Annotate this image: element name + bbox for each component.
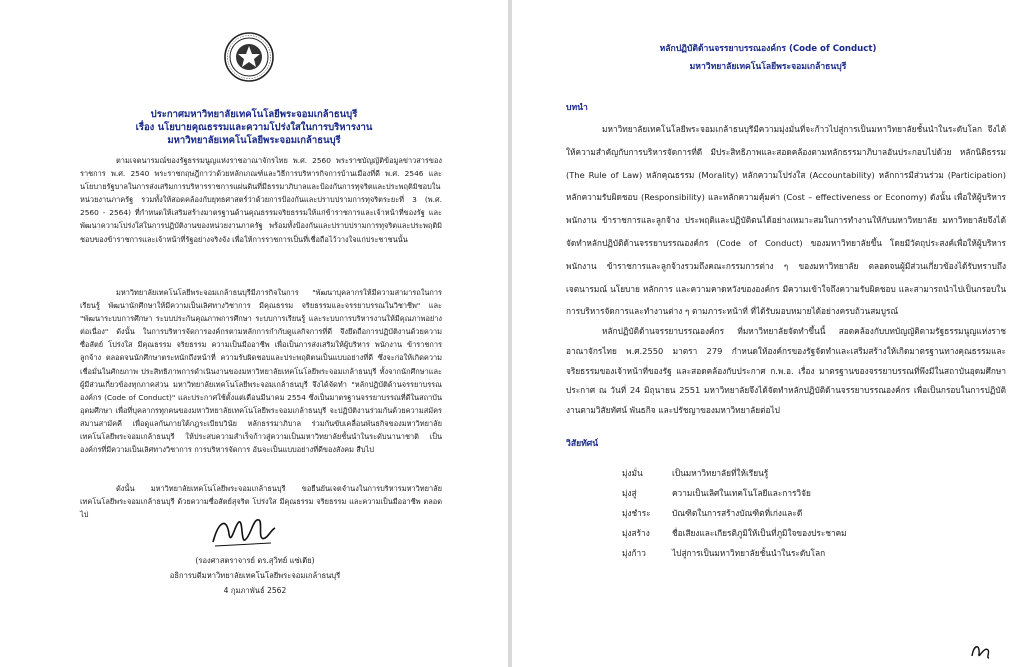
intro-paragraph: มหาวิทยาลัยเทคโนโลยีพระจอมเกล้าธนบุรีมีความมุ่งมั่นที่จะก้าวไปสู่การเป็นมหาวิทยาลัยชั้นนำในระดับโลก จึงได้ให้ความสำคัญกับการบริหารจัดการที่ดี มีประสิทธิภาพและสอดคล้องตามหลักธรรมาภิบาลอันประกอบไปด้วย หลักนิติธรรม (The Rule of Law) หลักคุณธรรม (Morality) หลักความโปร่งใส (Accountability) หลักการมีส่วนร่วม (Participation) หลักความรับผิดชอบ (Responsibility) และหลักความคุ้มค่า (Cost – effectiveness or Economy) ดังนั้น เพื่อให้ผู้บริหาร พนักงาน ข้าราชการและลูกจ้าง ประพฤติและปฏิบัติตนได้อย่างเหมาะสมในการทำงานให้กับมหาวิทยาลัย มหาวิทยาลัยจึงได้จัดทำหลักปฏิบัติด้านจรรยาบรรณองค์กร (Code of Conduct) ของมหาวิทยาลัยขึ้น โดยมีวัตถุประสงค์เพื่อให้ผู้บริหาร พนักงาน ข้าราชการและลูกจ้างรวมถึงคณะกรรมการต่าง ๆ ของมหาวิทยาลัย ตลอดจนผู้มีส่วนเกี่ยวข้องได้รับทราบถึงเจตนารมณ์ นโยบาย หลักการ และความคาดหวังขององค์กร มีความเข้าใจถึงความรับผิดชอบ และสามารถนำไปเป็นกรอบในการบริหารจัดการและทำงานต่าง ๆ ตามภาระหน้าที่ ที่ได้รับมอบหมายได้อย่างครบถ้วนสมบูรณ์ [566,124,1006,317]
vision-heading: วิสัยทัศน์ [566,439,599,449]
vision-value: ความเป็นเลิศในเทคโนโลยีและการวิจัย [672,488,811,498]
vision-key: มุ่งสร้าง [622,528,650,538]
signer-position: อธิการบดีมหาวิทยาลัยเทคโนโลยีพระจอมเกล้าธนบุรี [169,571,341,580]
announcement-title-line-2: เรื่อง นโยบายคุณธรรมและความโปร่งใสในการบริหารงาน [135,122,373,133]
university-seal-icon [224,32,274,82]
vision-value: ไปสู่การเป็นมหาวิทยาลัยชั้นนำในระดับโลก [672,548,826,558]
vision-item [512,546,1024,566]
vision-item [512,466,1024,486]
vision-item [512,526,1024,546]
vision-key: มุ่งชำระ [622,508,651,518]
announcement-paragraph-2: มหาวิทยาลัยเทคโนโลยีพระจอมเกล้าธนบุรีมีภารกิจในการ "พัฒนาบุคลากรให้มีความสามารถในการเรียนรู้ พัฒนานักศึกษาให้มีความเป็นเลิศทางวิชาการ มีคุณธรรม จริยธรรมและจรรยาบรรณในวิชาชีพ" และ "พัฒนาระบบการศึกษา ระบบประกันคุณภาพการศึกษา ระบบการเรียนรู้ และระบบการบริหารงานให้มีคุณภาพอย่างต่อเนื่อง" ดังนั้น ในการบริหารจัดการองค์กรตามหลักการกำกับดูแลกิจการที่ดี จึงยึดถือการปฏิบัติงานด้วยความซื่อสัตย์ โปร่งใส มีคุณธรรม จริยธรรม ความเป็นมืออาชีพ เพื่อเป็นการส่งเสริมให้ผู้บริหาร พนักงาน ข้าราชการ ลูกจ้าง ตลอดจนนักศึกษาตระหนักถึงหน้าที่ ความรับผิดชอบและประพฤติตนเป็นแบบอย่างที่ดี ซึ่งจะก่อให้เกิดความเชื่อมั่นในศักยภาพ ประสิทธิภาพการดำเนินงานของมหาวิทยาลัยเทคโนโลยีพระจอมเกล้าธนบุรี ทั้งจากนักศึกษาและผู้มีส่วนเกี่ยวข้องทุกภาคส่วน มหาวิทยาลัยเทคโนโลยีพระจอมเกล้าธนบุรี จึงได้จัดทำ "หลักปฏิบัติด้านจรรยาบรรณองค์กร (Code of Conduct)" และประกาศใช้ตั้งแต่เดือนมีนาคม 2554 ซึ่งเป็นมาตรฐานจรรยาบรรณที่ดีในสถาบันอุดมศึกษา เพื่อที่บุคลากรทุกคนของมหาวิทยาลัยเทคโนโลยีพระจอมเกล้าธนบุรี จะปฏิบัติงานร่วมกันด้วยความสมัครสมานสามัคคี เพื่อดูแลกันภายใต้กฎระเบียบวินัย หลักธรรมาภิบาล ร่วมกันขับเคลื่อนพันธกิจของมหาวิทยาลัยเทคโนโลยีพระจอมเกล้าธนบุรี ให้ประสบความสำเร็จก้าวสู่ความเป็นมหาวิทยาลัยชั้นนำในระดับนานาชาติ เป็นองค์กรที่มีความเป็นเลิศทางวิชาการ การบริหารจัดการ อันจะเป็นแบบอย่างที่ดีของสังคม สืบไป [80,288,442,455]
announcement-title-line-1: ประกาศมหาวิทยาลัยเทคโนโลยีพระจอมเกล้าธนบุรี [150,109,358,120]
vision-item [512,486,1024,506]
compliance-paragraph: หลักปฏิบัติด้านจรรยาบรรณองค์กร ที่มหาวิทยาลัยจัดทำขึ้นนี้ สอดคล้องกับบทบัญญัติตามรัฐธรรมนูญแห่งราชอาณาจักรไทย พ.ศ.2550 มาตรา 279 กำหนดให้องค์กรของรัฐจัดทำและเสริมสร้างให้เกิดมาตรฐานทางคุณธรรมและจริยธรรมของเจ้าหน้าที่ของรัฐ และสอดคล้องกับประกาศ ก.พ.อ. เรื่อง มาตรฐานของจรรยาบรรณที่พึงมีในสถาบันอุดมศึกษา ประกาศ ณ วันที่ 24 มิถุนายน 2551 มหาวิทยาลัยจึงได้จัดทำหลักปฏิบัติด้านจรรยาบรรณองค์กร เพื่อเป็นกรอบในการปฏิบัติงานตามวิสัยทัศน์ พันธกิจ และปรัชญาของมหาวิทยาลัยต่อไป [566,326,1006,416]
vision-key: มุ่งมั่น [622,468,643,478]
vision-key: มุ่งก้าว [622,548,646,558]
code-of-conduct-page [512,0,1024,667]
announcement-paragraph-3: ดังนั้น มหาวิทยาลัยเทคโนโลยีพระจอมเกล้าธนบุรี ขอยืนยันเจตจำนงในการบริหารมหาวิทยาลัยเทคโนโลยีพระจอมเกล้าธนบุรี ด้วยความซื่อสัตย์สุจริต โปร่งใส มีคุณธรรม จริยธรรม และความเป็นมืออาชีพ ตลอดไป [80,484,442,520]
vision-value: บัณฑิตในการสร้างบัณฑิตที่เก่งและดี [672,508,803,518]
signature-icon [205,512,280,552]
vision-item [512,506,1024,526]
intro-heading: บทนำ [566,103,588,113]
vision-key: มุ่งสู่ [622,488,637,498]
announcement-title-line-3: มหาวิทยาลัยเทคโนโลยีพระจอมเกล้าธนบุรี [167,135,341,146]
code-title-line-2: มหาวิทยาลัยเทคโนโลยีพระจอมเกล้าธนบุรี [689,62,847,72]
announcement-paragraph-1: ตามเจตนารมณ์ของรัฐธรรมนูญแห่งราชอาณาจักรไทย พ.ศ. 2560 พระราชบัญญัติข้อมูลข่าวสารของราชการ พ.ศ. 2540 พระราชกฤษฎีกาว่าด้วยหลักเกณฑ์และวิธีการบริหารกิจการบ้านเมืองที่ดี พ.ศ. 2546 และนโยบายรัฐบาลในการส่งเสริมการบริหารราชการแผ่นดินที่มีธรรมาภิบาลและป้องกันการทุจริตและประพฤติมิชอบในหน่วยงานภาครัฐ รวมทั้งให้สอดคล้องกับยุทธศาสตร์ว่าด้วยการป้องกันและปราบปรามการทุจริตระยะที่ 3 (พ.ศ. 2560 - 2564) ที่กำหนดให้เสริมสร้างมาตรฐานด้านคุณธรรมจริยธรรมให้แก่ข้าราชการและเจ้าหน้าที่ของรัฐ และพัฒนาความโปร่งใสในการปฏิบัติงานของหน่วยงานภาครัฐ พร้อมทั้งป้องกันและปราบปรามการทุจริตและประพฤติมิชอบของข้าราชการและเจ้าหน้าที่รัฐอย่างจริงจัง เพื่อให้การราชการเป็นที่เชื่อถือไว้วางใจแก่ประชาชนนั้น [80,156,442,244]
announcement-date: 4 กุมภาพันธ์ 2562 [223,586,287,595]
vision-value: เป็นมหาวิทยาลัยที่ให้เรียนรู้ [672,468,769,478]
code-title-line-1: หลักปฏิบัติด้านจรรยาบรรณองค์กร (Code of Conduct) [659,44,877,54]
announcement-page [0,0,508,667]
initial-mark-icon [968,640,992,662]
vision-value: ชื่อเสียงและเกียรติภูมิให้เป็นที่ภูมิใจของประชาคม [672,528,847,538]
signer-name: (รองศาสตราจารย์ ดร.สุวิทย์ แซ่เตีย) [195,556,315,565]
signature-block [120,553,390,598]
